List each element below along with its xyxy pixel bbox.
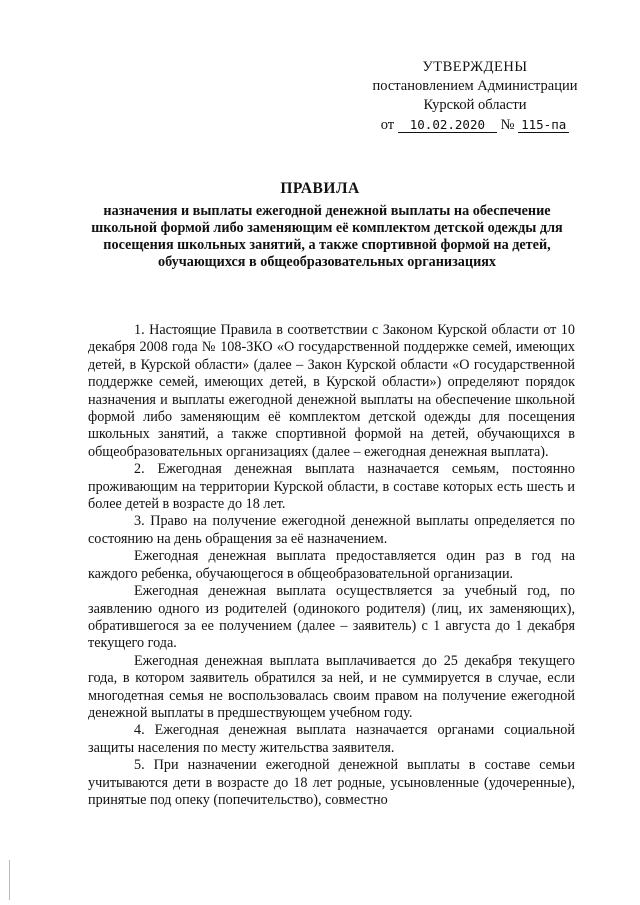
document-subtitle: назначения и выплаты ежегодной денежной выплаты на обеспечение школьной формой либо заменяющим её комплектом детской одежды для посещения школьных занятий, а также спортивной формой на детей, обучающихся в общеобразовательных организациях bbox=[91, 203, 563, 270]
paragraph: 5. При назначении ежегодной денежной выплаты в составе семьи учитываются дети в возрасте до 18 лет родные, усыновленные (удочеренные), принятые под опеку (попечительство), совместно bbox=[88, 757, 575, 808]
approval-date-line bbox=[355, 115, 595, 135]
date-prefix: от bbox=[380, 117, 395, 133]
document-body bbox=[88, 322, 575, 809]
paragraph: 3. Право на получение ежегодной денежной выплаты определяется по состоянию на день обращения за её назначением. bbox=[88, 513, 575, 547]
approval-number: 115-па bbox=[518, 117, 569, 133]
approval-line-2: Курской области bbox=[423, 97, 527, 113]
approval-block bbox=[355, 58, 595, 135]
paragraph: 4. Ежегодная денежная выплата назначается органами социальной защиты населения по месту жительства заявителя. bbox=[88, 722, 575, 756]
approval-title: УТВЕРЖДЕНЫ bbox=[422, 59, 528, 75]
document-title: ПРАВИЛА bbox=[280, 180, 360, 197]
paragraph: Ежегодная денежная выплата выплачивается до 25 декабря текущего года, в котором заявитель обратился за ней, и не суммируется в случае, если многодетная семья не воспользовалась своим правом на получение ежегодной денежной выплаты в предшествующем учебном году. bbox=[88, 652, 575, 721]
approval-line-1: постановлением Администрации bbox=[372, 78, 578, 94]
approval-date: 10.02.2020 bbox=[398, 117, 497, 133]
number-sign: № bbox=[500, 117, 515, 133]
scan-margin-mark bbox=[9, 860, 10, 900]
paragraph: Ежегодная денежная выплата предоставляется один раз в год на каждого ребенка, обучающегося в общеобразовательной организации. bbox=[88, 548, 575, 582]
paragraph: 2. Ежегодная денежная выплата назначается семьям, постоянно проживающим на территории Курской области, в составе которых есть шесть и более детей в возрасте до 18 лет. bbox=[88, 461, 575, 513]
paragraph: Ежегодная денежная выплата осуществляется за учебный год, по заявлению одного из родителей (одинокого родителя) (лиц, их заменяющих), обратившегося за ее получением (далее – заявитель) с 1 августа до 1 декабря текущего года. bbox=[88, 583, 575, 652]
paragraph: 1. Настоящие Правила в соответствии с Законом Курской области от 10 декабря 2008 года № 108-ЗКО «О государственной поддержке семей, имеющих детей, в Курской области» (далее – Закон Курской области «О государственной поддержке семей, имеющих детей, в Курской области») определяют порядок назначения и выплаты ежегодной денежной выплаты на обеспечение школьной формой либо заменяющим её комплектом детской одежды для посещения школьных занятий, а также спортивной формой на детей, обучающихся в общеобразовательных организациях (далее – ежегодная денежная выплата). bbox=[88, 322, 575, 460]
